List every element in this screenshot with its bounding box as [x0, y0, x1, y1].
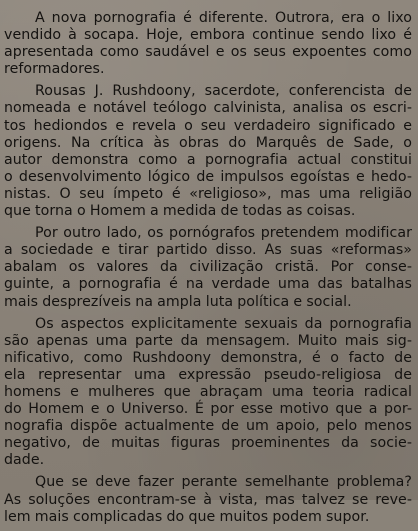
- text-line: lem mais complicadas do que muitos podem supor.: [4, 508, 370, 525]
- text-line: nografia dispõe actualmente de um apoio, pelo menos: [4, 418, 412, 435]
- text-line: nomeada e notável teólogo calvinista, analisa os escri-: [4, 100, 412, 117]
- paragraph-5: [4, 474, 412, 525]
- text-line: reformadores.: [4, 61, 105, 78]
- text-line: nistas. O seu ímpeto é «religioso», mas uma religião: [4, 185, 412, 202]
- text-line: As soluções encontram-se à vista, mas talvez se reve-: [4, 491, 412, 508]
- text-line: nificativo, como Rushdoony demonstra, é o facto de: [4, 349, 412, 366]
- text-line: autor demonstra como a pornografia actual constitui: [4, 151, 412, 168]
- text-line: que torna o Homem a medida de todas as coisas.: [4, 203, 356, 220]
- blurb-text: [4, 10, 412, 531]
- text-line: ela representar uma expressão pseudo-religiosa de: [4, 366, 412, 383]
- text-line: a sociedade e tirar partido disso. As suas «reformas»: [4, 242, 412, 259]
- text-line: Por outro lado, os pornógrafos pretendem modificar: [35, 225, 412, 242]
- text-line: mais desprezíveis na ampla luta política e social.: [4, 293, 352, 310]
- paragraph-4: [4, 316, 412, 470]
- text-line: Os aspectos explicitamente sexuais da pornografia: [35, 315, 412, 332]
- text-line: tos hediondos e revela o seu verdadeiro significado e: [4, 117, 412, 134]
- text-line: guinte, a pornografia é na verdade uma das batalhas: [4, 276, 412, 293]
- text-line: do Homem e o Universo. É por esse motivo que a por-: [4, 401, 412, 418]
- text-line: negativo, de muitas figuras proeminentes da socie-: [4, 435, 412, 452]
- paragraph-2: [4, 83, 412, 220]
- text-line: Que se deve fazer perante semelhante problema?: [35, 474, 412, 491]
- text-line: Rousas J. Rushdoony, sacerdote, conferencista de: [35, 83, 412, 100]
- paragraph-1: [4, 10, 412, 78]
- text-line: o desenvolvimento lógico de impulsos egoístas e hedo-: [4, 168, 412, 185]
- text-line: são apenas uma parte da mensagem. Muito mais sig-: [4, 332, 412, 349]
- text-line: abalam os valores da civilização cristã. Por conse-: [4, 259, 412, 276]
- paragraph-3: [4, 225, 412, 310]
- text-line: homens e mulheres que abraçam uma teoria radical: [4, 383, 412, 400]
- text-line: apresentada como saudável e os seus expoentes como: [4, 44, 412, 61]
- text-line: origens. Na crítica às obras do Marquês de Sade, o: [4, 134, 412, 151]
- text-line: A nova pornografia é diferente. Outrora, era o lixo: [35, 10, 412, 26]
- text-line: dade.: [4, 452, 45, 469]
- text-line: vendido à socapa. Hoje, embora continue sendo lixo é: [4, 27, 412, 44]
